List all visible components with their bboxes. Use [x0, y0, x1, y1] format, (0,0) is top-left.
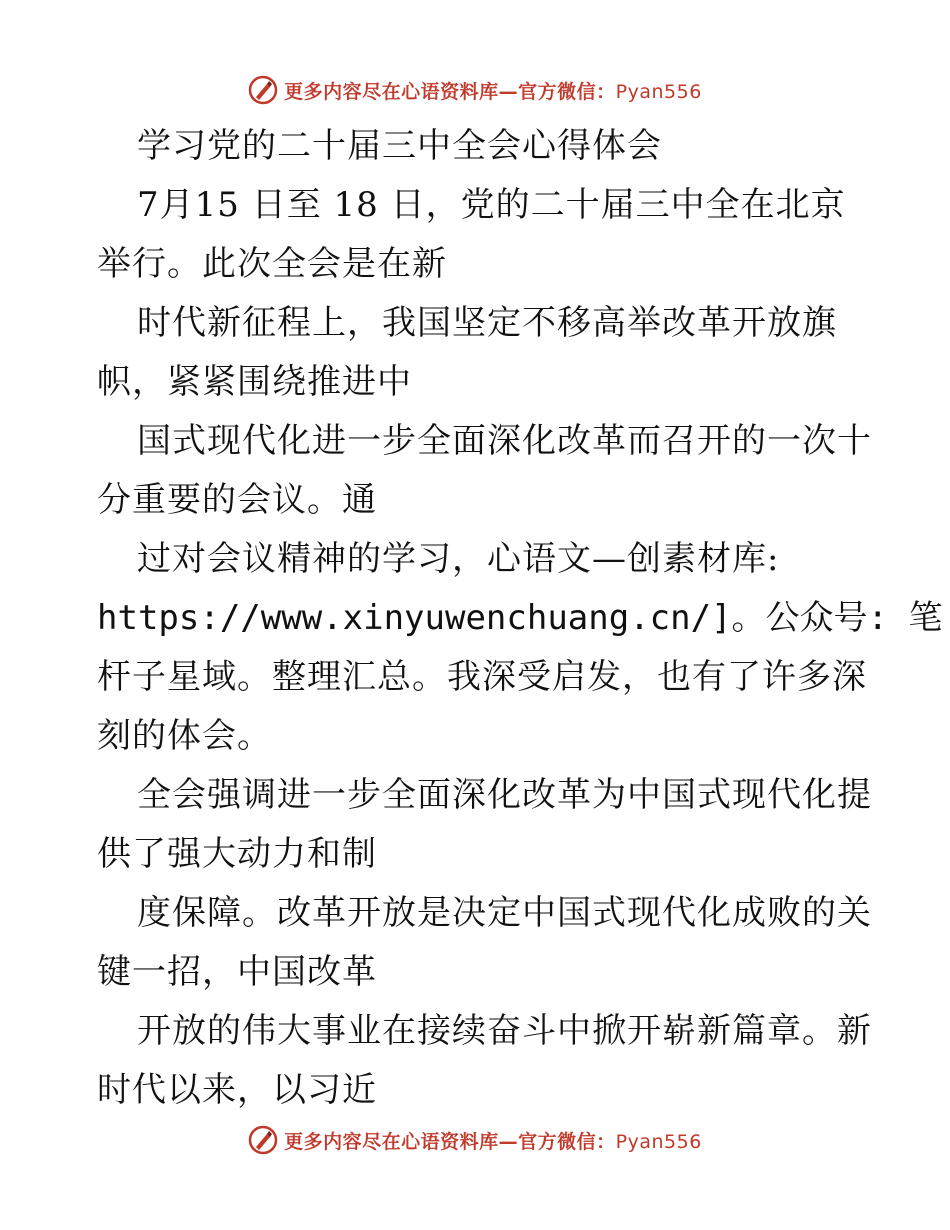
paragraph-line: 国式现代化进一步全面深化改革而召开的一次十 [137, 421, 872, 461]
paragraph-line: 全会强调进一步全面深化改革为中国式现代化提 [137, 775, 872, 815]
paragraph-line: 杆子星域。整理汇总。我深受启发，也有了许多深 [97, 657, 867, 697]
paragraph-line: 时代新征程上，我国坚定不移高举改革开放旗 [137, 303, 837, 343]
document-body [97, 117, 943, 1120]
paragraph-line: 帜，紧紧围绕推进中 [97, 362, 412, 402]
paragraph-line: 供了强大动力和制 [97, 834, 377, 874]
paragraph-line: 开放的伟大事业在接续奋斗中掀开崭新篇章。新 [137, 1011, 872, 1051]
watermark-account: Pyan556 [615, 1130, 702, 1153]
paragraph-line: 过对会议精神的学习，心语文—创素材库: [137, 539, 780, 579]
paragraph-line: 度保障。改革开放是决定中国式现代化成败的关 [137, 893, 872, 933]
paragraph-line: 举行。此次全会是在新 [97, 244, 447, 284]
pen-logo-icon [248, 1125, 278, 1155]
pen-logo-icon [248, 75, 278, 105]
paragraph-line: 7月15 日至 18 日，党的二十届三中全在北京 [137, 185, 846, 225]
paragraph-line: 时代以来，以习近 [97, 1070, 377, 1110]
paragraph-line: 刻的体会。 [97, 716, 272, 756]
watermark-text: 更多内容尽在心语资料库—官方微信：Pyan556 [284, 1130, 702, 1153]
watermark-footer [0, 1120, 950, 1160]
watermark-header [0, 70, 950, 110]
document-title: 学习党的二十届三中全会心得体会 [137, 126, 662, 166]
paragraph-line-url: https://www.xinyuwenchuang.cn/]。公众号: 笔 [97, 598, 943, 638]
paragraph-line: 分重要的会议。通 [97, 480, 377, 520]
watermark-text: 更多内容尽在心语资料库—官方微信：Pyan556 [284, 80, 702, 103]
watermark-account: Pyan556 [615, 80, 702, 103]
paragraph-line: 键一招，中国改革 [97, 952, 377, 992]
